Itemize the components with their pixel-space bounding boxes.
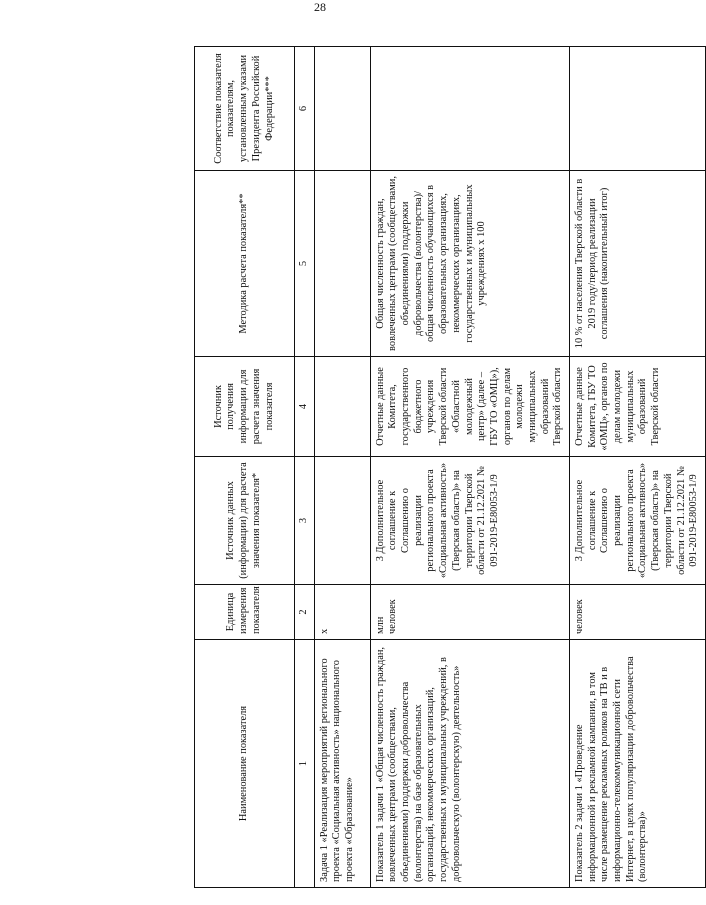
indicator-name: Показатель 2 задачи 1 «Проведение информационной и рекламной кампании, в том числе размещение рекламных роликов на ТВ и в информационно-телекоммуникационной сети Интернет, в целях популяризации добровольчества (волонтерства)» xyxy=(570,640,706,888)
header-cell: Наименование показателя xyxy=(195,640,295,888)
compliance-cell xyxy=(314,47,370,171)
column-number: 5 xyxy=(295,171,315,357)
data-source-cell: 3 Дополнительное соглашение к Соглашению о реализации регионального проекта «Социальная активность» (Тверская область)» на территории Тверской области от 21.12.2021 № 091-2019-Е80053-1/9 xyxy=(570,457,706,585)
column-number: 4 xyxy=(295,357,315,457)
column-number: 6 xyxy=(295,47,315,171)
header-row xyxy=(195,47,295,888)
column-number-row xyxy=(295,47,315,888)
compliance-cell xyxy=(370,47,569,171)
indicator-name: Показатель 1 задачи 1 «Общая численность граждан, вовлеченных центрами (сообществами, объединениями) поддержки добровольчества (волонтерства) на базе образовательных организаций, некоммерческих организаций, государственных и муниципальных учреждений, в добровольческую (волонтерскую) деятельность» xyxy=(370,640,569,888)
header-cell: Методика расчета показателя** xyxy=(195,171,295,357)
method-cell xyxy=(314,171,370,357)
indicator-name: Задача 1 «Реализация мероприятий регионального проекта «Социальная активность» национального проекта «Образование» xyxy=(314,640,370,888)
indicators-table xyxy=(194,46,706,888)
header-cell: Источник получения информации для расчета значения показателя xyxy=(195,357,295,457)
unit-cell: человек xyxy=(570,585,706,640)
data-source-cell: 3 Дополнительное соглашение к Соглашению о реализации регионального проекта «Социальная активность» (Тверская область)» на территории Тверской области от 21.12.2021 № 091-2019-Е80053-1/9 xyxy=(370,457,569,585)
table-row xyxy=(570,47,706,888)
info-source-cell: Отчетные данные Комитета, ГБУ ТО «ОМЦ», органов по делам молодежи муниципальных образований Тверской области xyxy=(570,357,706,457)
method-cell: Общая численность граждан, вовлеченных центрами (сообществами, объединениями) поддержки добровольчества (волонтерства)/ общая численность обучающихся в образовательных организациях, некоммерческих организациях, государственных и муниципальных учреждениях х 100 xyxy=(370,171,569,357)
column-number: 1 xyxy=(295,640,315,888)
unit-cell: х xyxy=(314,585,370,640)
rotated-table-wrapper xyxy=(194,47,700,888)
info-source-cell: Отчетные данные Комитета, государственного бюджетного учреждения Тверской области «Областной молодежный центр» (далее – ГБУ ТО «ОМЦ»), органов по делам молодежи муниципальных образований Тверской области xyxy=(370,357,569,457)
header-cell: Соответствие показателя показателям, установленным указами Президента Российской Федерации*** xyxy=(195,47,295,171)
method-cell: 10 % от населения Тверской области в 2019 году/период реализации соглашения (накопительный итог) xyxy=(570,171,706,357)
column-number: 2 xyxy=(295,585,315,640)
header-cell: Источник данных (информации) для расчета значения показателя* xyxy=(195,457,295,585)
page-number: 28 xyxy=(314,0,326,14)
info-source-cell xyxy=(314,357,370,457)
unit-cell: млн человек xyxy=(370,585,569,640)
table-row xyxy=(314,47,370,888)
data-source-cell xyxy=(314,457,370,585)
table-row xyxy=(370,47,569,888)
compliance-cell xyxy=(570,47,706,171)
header-cell: Единица измерения показателя xyxy=(195,585,295,640)
column-number: 3 xyxy=(295,457,315,585)
